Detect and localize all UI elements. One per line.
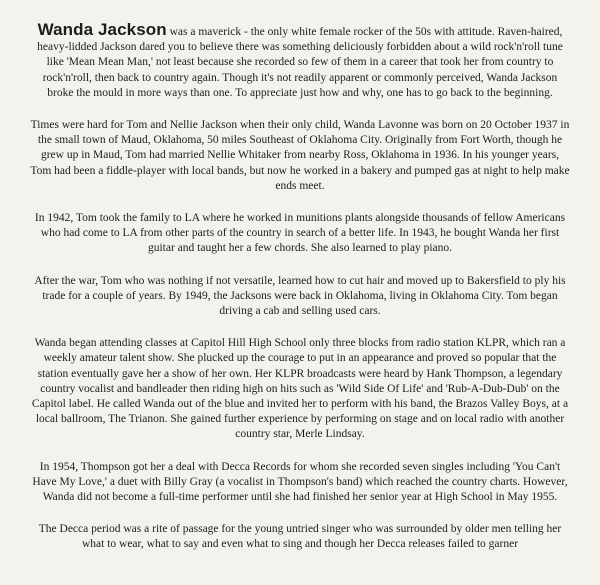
paragraph-high-school-radio: Wanda began attending classes at Capitol Hill High School only three blocks from radio station KLPR, which ran a weekly amateur talent show. She plucked up the courage to put in an appearance and proved so popular that the station eventually gave her a show of her own. Her KLPR broadcasts were heard by Hank Thompson, a legendary country vocalist and bandleader then riding high on hits such as 'Wild Side Of Life' and 'Rub-A-Dub-Dub' on the Capitol label. He called Wanda out of the blue and invited her to perform with his band, the Brazos Valley Boys, at a local ballroom, The Trianon. She gained further experience by performing on stage and on local radio with another country star, Merle Lindsay.	[31, 337, 569, 441]
artist-name: Wanda Jackson	[37, 20, 167, 39]
paragraph-after-war: After the war, Tom who was nothing if not versatile, learned how to cut hair and moved up to Bakersfield to ply his trade for a couple of years. By 1949, the Jacksons were back in Oklahoma, living in Oklahoma City. Tom began driving a cab and selling used cars.	[34, 274, 566, 318]
paragraph-la-years: In 1942, Tom took the family to LA where he worked in munitions plants alongside thousands of fellow Americans who had come to LA from other parts of the country in search of a better life. In 1943, he bought Wanda her first guitar and taught her a few chords. She also learned to play piano.	[34, 212, 566, 255]
paragraph-early-life: Times were hard for Tom and Nellie Jackson when their only child, Wanda Lavonne was born on 20 October 1937 in the small town of Maud, Oklahoma, 50 miles Southeast of Oklahoma City. Originally from Fort Worth, though he grew up in Maud, Tom had married Nellie Whitaker from nearby Ross, Oklahoma in 1936. In his younger years, Tom had been a fiddle-player with local bands, but now he worked in a bakery and pumped gas at night to help make ends meet.	[30, 119, 570, 192]
paragraph-decca-deal: In 1954, Thompson got her a deal with Decca Records for whom she recorded seven singles including 'You Can't Have My Love,' a duet with Billy Gray (a vocalist in Thompson's band) which reached the country charts. However, Wanda did not become a full-time performer until she had finished her senior year at High School in May 1955.	[32, 460, 568, 504]
paragraph-decca-period: The Decca period was a rite of passage for the young untried singer who was surrounded by older men telling her what to wear, what to say and even what to sing and though her Decca releases failed to garner	[38, 523, 562, 551]
intro-paragraph	[30, 22, 570, 101]
intro-text: was a maverick - the only white female rocker of the 50s with attitude. Raven-haired, heavy-lidded Jackson dared you to believe there was something deliciously forbidden about a wild rock'n'roll tune like 'Mean Mean Man,' not least because she recorded so few of them in a career that took her from country to rock'n'roll, then back to country again. Though it's not readily apparent or commonly perceived, Wanda Jackson broke the mould in more ways than one. To appreciate just how and why, one has to go back to the beginning.	[37, 26, 563, 99]
page-bottom-edge	[0, 581, 600, 585]
